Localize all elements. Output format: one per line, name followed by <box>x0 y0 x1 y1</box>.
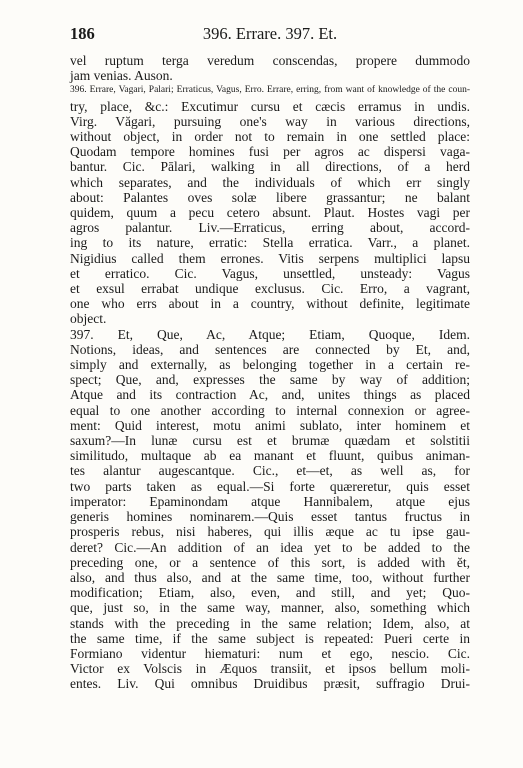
text-line: Formiano videntur hiematuri: num et ego, nescio. Cic. <box>70 645 470 661</box>
text-line: vel ruptum terga veredum conscendas, propere dummodo <box>70 53 470 68</box>
text-line: preceding one, or a sentence of this sort, is added with ĕt, <box>70 554 470 570</box>
text-line: imperator: Epaminondam atque Hannibalem, atque ejus <box>70 493 470 509</box>
text-line: stands with the preceding in the same relation; Idem, also, at <box>70 615 470 631</box>
text-line: also, and thus also, and at the same time, too, without further <box>70 569 470 585</box>
text-line: Victor ex Volscis in Æquos transiit, et ipsos bellum moli- <box>70 661 470 677</box>
text-line: which separates, and the individuals of which err singly <box>70 174 470 190</box>
section-heading-errare <box>70 83 470 98</box>
text-line: Notions, ideas, and sentences are connected by Et, and, <box>70 341 470 357</box>
text-line: deret? Cic.—An addition of an idea yet to be added to the <box>70 539 470 555</box>
text-line: without object, in order not to remain in one settled place: <box>70 129 470 145</box>
text-line: jam venias. Auson. <box>70 68 173 84</box>
text-line: generis homines nominarem.—Quis esset tantus fructus in <box>70 509 470 525</box>
text-line: the same time, if the same subject is repeated: Pueri certe in <box>70 630 470 646</box>
text-line: similitudo, multaque ab ea manant et fluunt, quibus animan- <box>70 448 470 464</box>
text-line: bantur. Cic. Pālari, walking in all directions, of a herd <box>70 159 470 175</box>
text-line: prosperis rebus, nisi haberes, qui illis æque ac tu ipse gau- <box>70 524 470 540</box>
text-line: equal to one another according to internal connexion or agree- <box>70 402 470 418</box>
text-line: et erratico. Cic. Vagus, unsettled, unsteady: Vagus <box>70 265 470 281</box>
text-line: ment: Quid interest, motu animi sublato, inter hominem et <box>70 417 470 433</box>
text-line: Atque and its contraction Ac, and, unites things as placed <box>70 387 470 403</box>
page-number: 186 <box>70 24 95 43</box>
text-line: simply and externally, as belonging together in a certain re- <box>70 357 470 373</box>
text-line: quidem, quum a pecu cetero absunt. Plaut. Hostes vagi per <box>70 205 470 221</box>
text-line: et exsul errabat undique exclusus. Cic. Erro, a vagrant, <box>70 281 470 297</box>
text-line: modification; Etiam, also, even, and still, and yet; Quo- <box>70 585 470 601</box>
text-line: Virg. Văgari, pursuing one's way in various directions, <box>70 113 470 129</box>
text-line: spect; Que, and, expresses the same by way of addition; <box>70 372 470 388</box>
running-head: 396. Errare. 397. Et. <box>202 24 338 43</box>
text-line: one who errs about in a country, without definite, legitimate <box>70 296 470 312</box>
text-line: try, place, &c.: Excutimur cursu et cæcis erramus in undis. <box>70 98 470 114</box>
text-line: Nigidius called them errones. Vitis serpens multiplici lapsu <box>70 250 470 266</box>
text-line: tes alantur augescantque. Cic., et—et, as well as, for <box>70 463 470 479</box>
text-line: Quodam tempore homines fusi per agros ac dispersi vaga- <box>70 144 470 160</box>
text-line: entes. Liv. Qui omnibus Druidibus præsit, suffragio Drui- <box>70 676 470 692</box>
text-line: two parts taken as equal.—Si forte quæreretur, quis esset <box>70 478 470 494</box>
page-header <box>70 24 470 48</box>
text-line: ing to its nature, erratic: Stella erratica. Varr., a planet. <box>70 235 470 251</box>
text-line: saxum?—In lunæ cursu est et brumæ quædam et solstitii <box>70 433 470 449</box>
text-line: object. <box>70 311 107 327</box>
text-line: agros palantur. Liv.—Erraticus, erring about, accord- <box>70 220 470 236</box>
text-line: que, just so, in the same way, manner, also, something which <box>70 600 470 616</box>
text-line: about: Palantes oves solæ libere grassantur; ne balant <box>70 189 470 205</box>
section-heading-et: 397. Et, Que, Ac, Atque; Etiam, Quoque, Idem. <box>70 326 470 342</box>
text-line: 396. Errare, Vagari, Palari; Erraticus, Vagus, Erro. Errare, erring, from want of knowledge of the coun- <box>70 85 470 96</box>
body-text <box>70 53 470 692</box>
